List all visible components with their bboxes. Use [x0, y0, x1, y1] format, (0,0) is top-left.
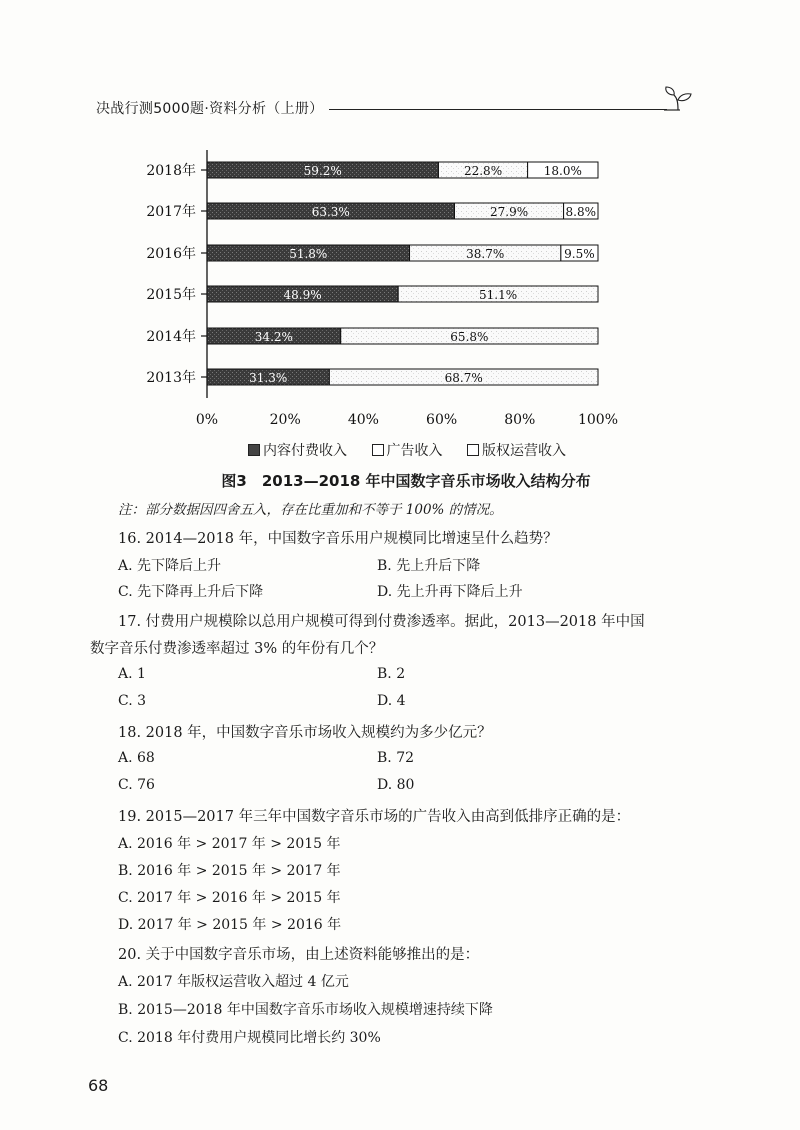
chart-legend [0, 440, 800, 460]
data-label: 34.2% [254, 330, 293, 344]
x-tick-label: 100% [577, 412, 619, 428]
q18-option-d: D. 80 [377, 777, 415, 793]
q19-option-c: C. 2017 年 > 2016 年 > 2015 年 [118, 890, 341, 906]
q18-option-c: C. 76 [118, 777, 155, 793]
figure-caption: 图3 2013—2018 年中国数字音乐市场收入结构分布 [221, 472, 591, 490]
x-tick-label: 20% [269, 412, 301, 428]
data-label: 8.8% [565, 205, 597, 219]
data-label: 51.8% [289, 247, 328, 261]
question-17-stem-line2: 数字音乐付费渗透率超过 3% 的年份有几个？ [90, 641, 384, 657]
legend-label: 版权运营收入 [481, 443, 566, 459]
legend-label: 内容付费收入 [263, 443, 348, 459]
q19-option-d: D. 2017 年 > 2015 年 > 2016 年 [118, 917, 342, 933]
question-19-stem: 19. 2015—2017 年三年中国数字音乐市场的广告收入由高到低排序正确的是： [118, 809, 631, 825]
data-label: 68.7% [444, 371, 483, 385]
q20-option-c: C. 2018 年付费用户规模同比增长约 30% [118, 1030, 381, 1046]
question-20-stem: 20. 关于中国数字音乐市场，由上述资料能够推出的是： [118, 947, 480, 963]
q19-option-b: B. 2016 年 > 2015 年 > 2017 年 [118, 863, 341, 879]
revenue-structure-chart [0, 0, 800, 500]
legend-swatch-dark [248, 444, 260, 456]
question-18-stem: 18. 2018 年，中国数字音乐市场收入规模约为多少亿元？ [118, 725, 492, 741]
chart-svg [0, 0, 800, 440]
figure-note: 注：部分数据因四舍五入，存在比重加和不等于 100% 的情况。 [118, 502, 503, 518]
data-label: 63.3% [311, 205, 350, 219]
q16-option-c: C. 先下降再上升后下降 [118, 584, 264, 600]
data-label: 65.8% [450, 330, 489, 344]
q17-option-c: C. 3 [118, 693, 147, 709]
category-label: 2015年 [146, 287, 196, 303]
data-label: 22.8% [463, 164, 503, 178]
legend-swatch-light [372, 444, 384, 456]
data-label: 59.2% [303, 164, 342, 178]
q17-option-d: D. 4 [377, 693, 406, 709]
data-label: 48.9% [283, 288, 322, 302]
question-17-stem-line1: 17. 付费用户规模除以总用户规模可得到付费渗透率。据此，2013—2018 年中国 [118, 614, 645, 630]
x-tick-label: 0% [195, 412, 219, 428]
data-label: 38.7% [466, 247, 505, 261]
question-16-stem: 16. 2014—2018 年，中国数字音乐用户规模同比增速呈什么趋势？ [118, 531, 558, 547]
q20-option-a: A. 2017 年版权运营收入超过 4 亿元 [118, 974, 349, 990]
legend-item-content [248, 440, 347, 460]
legend-swatch-white [467, 444, 479, 456]
category-label: 2016年 [146, 246, 196, 262]
data-label: 27.9% [489, 205, 529, 219]
q16-option-d: D. 先上升再下降后上升 [377, 584, 523, 600]
q17-option-a: A. 1 [118, 666, 146, 682]
page-number: 68 [88, 1076, 109, 1095]
q19-option-a: A. 2016 年 > 2017 年 > 2015 年 [118, 836, 341, 852]
category-label: 2017年 [146, 204, 196, 220]
legend-item-ads [372, 440, 443, 460]
q16-option-a: A. 先下降后上升 [118, 558, 222, 574]
data-label: 18.0% [543, 164, 582, 178]
data-label: 31.3% [249, 371, 288, 385]
q18-option-b: B. 72 [377, 750, 415, 766]
running-title: 决战行测5000题·资料分析（上册） [96, 101, 324, 117]
q17-option-b: B. 2 [377, 666, 406, 682]
data-label: 51.1% [479, 288, 518, 302]
q18-option-a: A. 68 [118, 750, 155, 766]
x-tick-label: 80% [504, 412, 536, 428]
x-tick-label: 60% [426, 412, 458, 428]
category-label: 2014年 [146, 329, 196, 345]
category-label: 2013年 [146, 370, 196, 386]
q16-option-b: B. 先上升后下降 [377, 558, 481, 574]
category-label: 2018年 [146, 163, 196, 179]
legend-label: 广告收入 [386, 443, 443, 459]
q20-option-b: B. 2015—2018 年中国数字音乐市场收入规模增速持续下降 [118, 1002, 493, 1018]
legend-item-copyright [467, 440, 566, 460]
data-label: 9.5% [564, 247, 595, 261]
x-tick-label: 40% [347, 412, 379, 428]
